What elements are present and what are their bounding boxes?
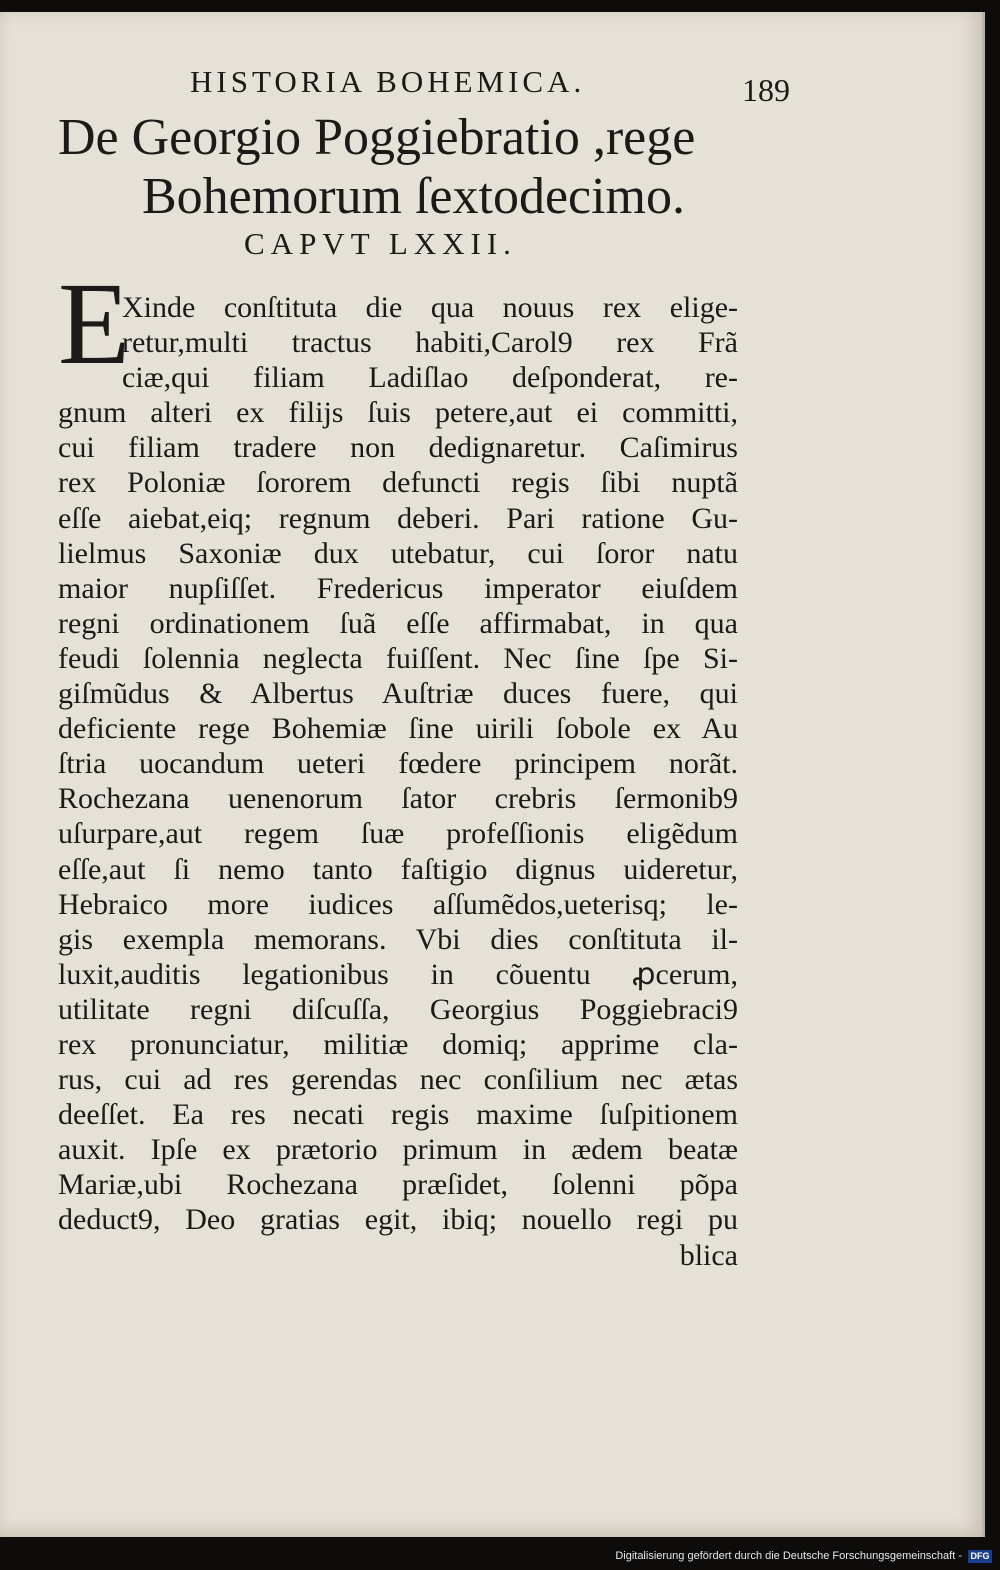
catchword: blica (679, 1238, 738, 1272)
chapter-title (58, 108, 758, 226)
text-line: Mariæ,ubi Rochezana præſidet, ſolenni põpa (58, 1168, 738, 1202)
page-number: 189 (742, 72, 790, 108)
dfg-logo: DFG (968, 1550, 992, 1563)
body-text (58, 290, 738, 1273)
drop-cap: E (58, 258, 131, 389)
text-line: lielmus Saxoniæ dux utebatur, cui ſoror natu (58, 536, 738, 570)
chapter-title-line-2: Bohemorum ſextodecimo. (142, 168, 686, 225)
text-line: cui filiam tradere non dedignaretur. Caſimirus (58, 431, 738, 465)
text-line: rus, cui ad res gerendas nec conſilium nec ætas (58, 1063, 738, 1097)
text-line: retur,multi tractus habiti,Carol9 rex Frã (122, 326, 738, 360)
text-line: deficiente rege Bohemiæ ſine uirili ſobole ex Au (58, 712, 738, 746)
text-line: utilitate regni diſcuſſa, Georgius Poggiebraci9 (58, 992, 738, 1026)
text-line: maior nupſiſſet. Fredericus imperator eiuſdem (58, 571, 738, 605)
chapter-number: CAPVT LXXII. (244, 226, 517, 261)
text-line: luxit,auditis legationibus in cõuentu ꝓcerum, (58, 957, 738, 991)
text-line: ſtria uocandum ueteri fœdere principem norãt. (58, 747, 738, 781)
running-head: HISTORIA BOHEMICA. (190, 64, 586, 99)
text-line: auxit. Ipſe ex prætorio primum in ædem beatæ (58, 1133, 738, 1167)
text-line: ciæ,qui filiam Ladiſlao deſponderat, re- (122, 361, 738, 395)
funding-credit: Digitalisierung gefördert durch die Deutsche Forschungsgemeinschaft - (615, 1550, 962, 1562)
text-line: feudi ſolennia neglecta fuiſſent. Nec ſine ſpe Si- (58, 641, 738, 675)
text-line: gnum alteri ex filijs ſuis petere,aut ei committi, (58, 396, 738, 430)
footer-bar (0, 1546, 1000, 1570)
text-line: deduct9, Deo gratias egit, ibiq; nouello regi pu (58, 1203, 738, 1237)
text-line: Hebraico more iudices aſſumẽdos,ueterisq; le- (58, 887, 738, 921)
text-line: eſſe aiebat,eiq; regnum deberi. Pari ratione Gu- (58, 501, 738, 535)
book-page (0, 12, 985, 1537)
chapter-title-line-1: De Georgio Poggiebratio ,rege (58, 109, 696, 166)
text-line: uſurpare,aut regem ſuæ profeſſionis eligẽdum (58, 817, 738, 851)
text-line: rex Poloniæ ſororem defuncti regis ſibi nuptã (58, 466, 738, 500)
text-line: deeſſet. Ea res necati regis maxime ſuſpitionem (58, 1098, 738, 1132)
text-line: regni ordinationem ſuã eſſe affirmabat, in qua (58, 606, 738, 640)
text-line: giſmũdus & Albertus Auſtriæ duces fuere, qui (58, 677, 738, 711)
text-line: Rochezana uenenorum ſator crebris ſermonib9 (58, 782, 738, 816)
text-line: Xinde conſtituta die qua nouus rex elige- (122, 291, 738, 324)
text-line: rex pronunciatur, militiæ domiq; apprime cla- (58, 1027, 738, 1061)
text-line: eſſe,aut ſi nemo tanto faſtigio dignus uideretur, (58, 852, 738, 886)
text-line: gis exempla memorans. Vbi dies conſtituta il- (58, 922, 738, 956)
